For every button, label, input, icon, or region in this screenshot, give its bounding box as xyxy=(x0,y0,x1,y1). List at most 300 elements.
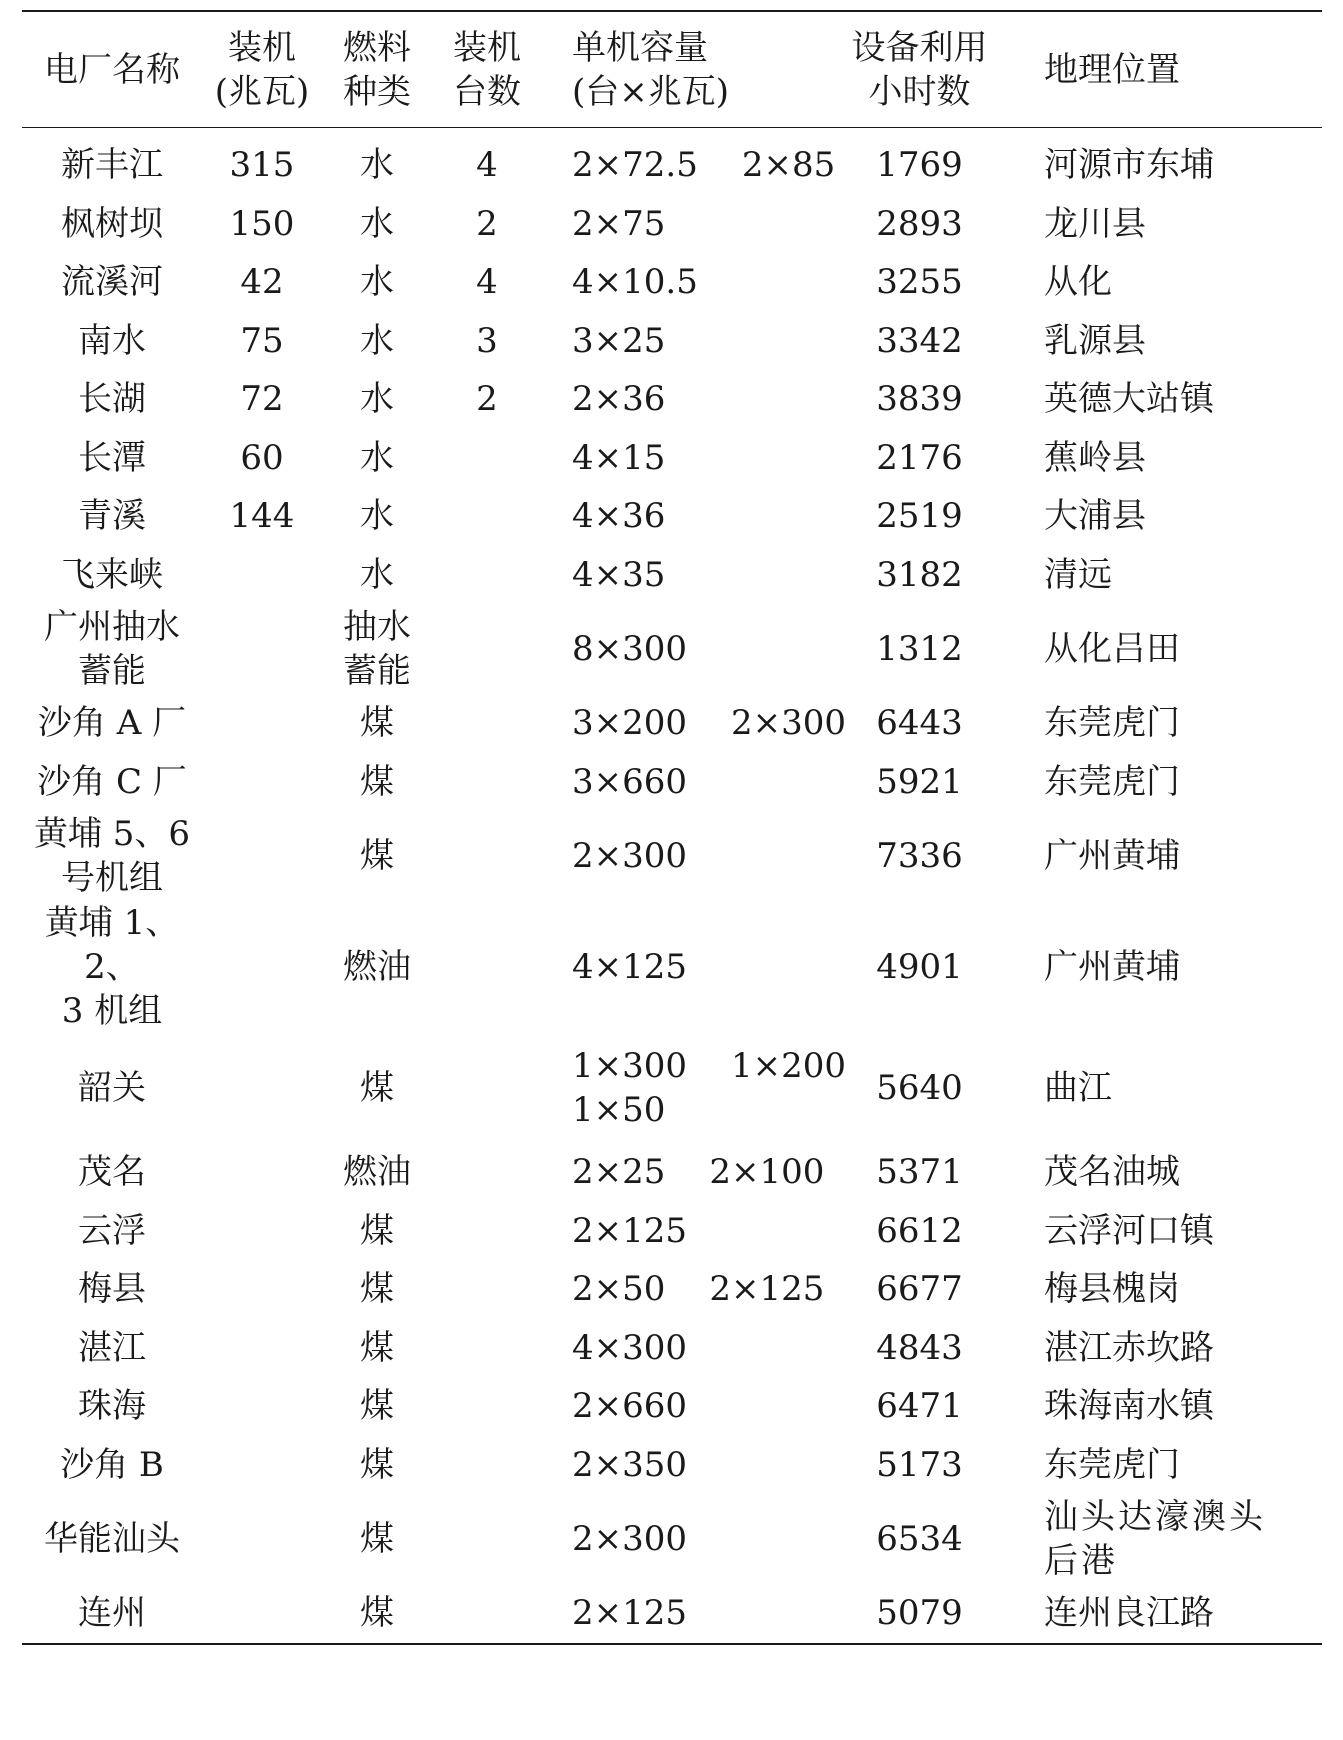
cell-unit-capacity-line xyxy=(572,701,847,745)
cell-installed-capacity: 144 xyxy=(229,496,295,537)
cell-unit-count xyxy=(432,901,542,1033)
cell-plant-name-line: 黄埔 1、2、 xyxy=(44,903,180,987)
cell-utilization-hours: 5173 xyxy=(876,1444,963,1485)
cell-location xyxy=(992,811,1322,901)
cell-utilization-hours: 3255 xyxy=(876,262,963,303)
cell-unit-capacity-entry: 8×300 xyxy=(572,629,688,669)
cell-location-line: 大浦县 xyxy=(1044,496,1146,537)
cell-plant-name-line: 华能汕头 xyxy=(44,1519,180,1559)
cell-location xyxy=(992,1377,1322,1436)
cell-plant-name-line: 流溪河 xyxy=(61,262,163,303)
cell-utilization-hours: 5079 xyxy=(876,1593,963,1634)
cell-unit-capacity xyxy=(542,1377,847,1436)
cell-unit-count xyxy=(432,1260,542,1319)
cell-fuel-type xyxy=(322,1319,432,1378)
cell-unit-capacity xyxy=(542,1436,847,1495)
cell-plant-name xyxy=(22,753,202,812)
cell-unit-capacity-entry: 4×35 xyxy=(572,554,666,595)
cell-unit-count xyxy=(432,1377,542,1436)
table-row xyxy=(22,1202,1322,1261)
cell-fuel-type-line: 水 xyxy=(360,379,394,420)
cell-location xyxy=(992,694,1322,753)
cell-location-line: 从化吕田 xyxy=(1044,629,1180,669)
cell-unit-capacity xyxy=(542,901,847,1033)
header-installed-capacity-line-2: (兆瓦) xyxy=(214,71,310,112)
cell-location xyxy=(992,604,1322,694)
cell-unit-capacity-line xyxy=(572,260,847,304)
cell-fuel-type-line: 水 xyxy=(360,437,394,478)
cell-unit-capacity-line xyxy=(572,1384,847,1428)
cell-location xyxy=(992,1319,1322,1378)
cell-unit-capacity-line xyxy=(572,1591,847,1635)
cell-fuel-type xyxy=(322,1494,432,1584)
cell-unit-capacity-line xyxy=(572,1517,847,1561)
cell-fuel-type-line: 煤 xyxy=(360,1519,394,1559)
cell-fuel-type xyxy=(322,694,432,753)
cell-unit-capacity-entry: 2×300 xyxy=(572,1519,688,1559)
cell-plant-name-line: 茂名 xyxy=(78,1152,146,1193)
cell-installed-capacity xyxy=(202,901,322,1033)
cell-utilization-hours: 6534 xyxy=(876,1519,963,1559)
cell-plant-name-line: 青溪 xyxy=(78,496,146,537)
cell-unit-capacity xyxy=(542,546,847,605)
cell-unit-capacity-entry: 2×85 xyxy=(741,145,836,186)
cell-unit-capacity-line xyxy=(572,1088,847,1132)
cell-plant-name xyxy=(22,604,202,694)
cell-plant-name-line: 长潭 xyxy=(78,437,146,478)
cell-location-line: 珠海南水镇 xyxy=(1044,1386,1214,1427)
cell-installed-capacity xyxy=(202,1033,322,1143)
cell-fuel-type xyxy=(322,312,432,371)
cell-installed-capacity xyxy=(202,604,322,694)
header-unit-capacity-line-1: 单机容量 xyxy=(572,27,708,68)
header-plant-name-line-1: 电厂名称 xyxy=(44,49,180,90)
cell-unit-capacity-entry: 2×72.5 xyxy=(572,145,698,186)
cell-unit-capacity-entry: 3×660 xyxy=(572,761,688,802)
cell-unit-capacity-entry: 2×300 xyxy=(572,836,688,876)
cell-fuel-type xyxy=(322,901,432,1033)
cell-installed-capacity xyxy=(202,1260,322,1319)
cell-location xyxy=(992,1584,1322,1643)
cell-installed-capacity xyxy=(202,694,322,753)
cell-plant-name-line: 南水 xyxy=(78,320,146,361)
cell-plant-name-line: 沙角 A 厂 xyxy=(37,703,187,744)
cell-unit-capacity-entry: 2×125 xyxy=(572,1210,688,1251)
cell-plant-name-line: 黄埔 5、6 xyxy=(33,814,191,854)
cell-utilization-hours: 2519 xyxy=(876,496,963,537)
table-row xyxy=(22,370,1322,429)
cell-plant-name-line: 新丰江 xyxy=(61,145,163,186)
cell-unit-count: 3 xyxy=(476,320,498,361)
cell-utilization-hours: 3342 xyxy=(876,320,963,361)
cell-unit-capacity xyxy=(542,604,847,694)
cell-plant-name xyxy=(22,546,202,605)
cell-plant-name-line: 云浮 xyxy=(78,1210,146,1251)
cell-plant-name-line: 蓄能 xyxy=(78,651,146,691)
cell-plant-name xyxy=(22,1033,202,1143)
header-installed-capacity-line-1: 装机 xyxy=(228,27,296,68)
cell-location-line: 广州黄埔 xyxy=(1044,947,1180,987)
cell-location-line: 东莞虎门 xyxy=(1044,761,1180,802)
cell-location-line: 曲江 xyxy=(1044,1068,1112,1108)
cell-plant-name-line: 号机组 xyxy=(61,858,163,898)
cell-unit-count xyxy=(432,1033,542,1143)
cell-installed-capacity xyxy=(202,1584,322,1643)
cell-fuel-type xyxy=(322,253,432,312)
table-row xyxy=(22,694,1322,753)
cell-unit-count: 4 xyxy=(476,145,498,186)
cell-location xyxy=(992,195,1322,254)
cell-installed-capacity xyxy=(202,811,322,901)
cell-unit-capacity-entry: 2×660 xyxy=(572,1386,688,1427)
cell-unit-count: 2 xyxy=(476,203,498,244)
cell-unit-capacity-entry: 2×125 xyxy=(572,1593,688,1634)
cell-location xyxy=(992,1494,1322,1584)
cell-plant-name xyxy=(22,1260,202,1319)
cell-utilization-hours: 5921 xyxy=(876,761,963,802)
table-row xyxy=(22,604,1322,694)
cell-plant-name xyxy=(22,312,202,371)
cell-location xyxy=(992,312,1322,371)
cell-unit-capacity-entry: 2×125 xyxy=(709,1269,825,1310)
cell-unit-count xyxy=(432,1436,542,1495)
cell-unit-capacity-line xyxy=(572,202,847,246)
cell-fuel-type-line: 水 xyxy=(360,262,394,303)
cell-location-line: 龙川县 xyxy=(1044,203,1146,244)
cell-unit-capacity xyxy=(542,1584,847,1643)
cell-unit-capacity-entry: 2×50 xyxy=(572,1269,666,1310)
table-row xyxy=(22,546,1322,605)
table-row xyxy=(22,128,1322,195)
header-plant-name xyxy=(22,12,202,128)
cell-unit-capacity-entry: 4×125 xyxy=(572,947,688,987)
cell-plant-name-line: 梅县 xyxy=(78,1269,146,1310)
cell-location-line: 后港 xyxy=(1044,1541,1118,1581)
cell-fuel-type-line: 煤 xyxy=(360,836,394,876)
cell-unit-count: 2 xyxy=(476,379,498,420)
cell-unit-capacity-line xyxy=(572,1267,847,1311)
cell-fuel-type xyxy=(322,195,432,254)
cell-unit-capacity-entry: 4×10.5 xyxy=(572,262,698,303)
cell-utilization-hours: 3182 xyxy=(876,554,963,595)
cell-location-line: 蕉岭县 xyxy=(1044,437,1146,478)
cell-installed-capacity: 42 xyxy=(240,262,284,303)
cell-unit-capacity xyxy=(542,1319,847,1378)
table-row xyxy=(22,429,1322,488)
cell-plant-name xyxy=(22,1584,202,1643)
cell-location xyxy=(992,901,1322,1033)
cell-unit-capacity-entry: 1×200 xyxy=(731,1046,847,1086)
header-unit-capacity-line-2: (台×兆瓦) xyxy=(572,71,730,112)
cell-utilization-hours: 2893 xyxy=(876,203,963,244)
cell-location xyxy=(992,128,1322,195)
cell-unit-count xyxy=(432,604,542,694)
cell-unit-capacity xyxy=(542,487,847,546)
table-row xyxy=(22,901,1322,1033)
cell-installed-capacity: 315 xyxy=(229,145,295,186)
cell-unit-capacity xyxy=(542,195,847,254)
cell-unit-capacity-entry: 1×300 xyxy=(572,1046,688,1086)
cell-fuel-type-line: 抽水 xyxy=(343,607,411,647)
cell-unit-capacity xyxy=(542,753,847,812)
cell-plant-name-line: 韶关 xyxy=(78,1068,146,1108)
cell-location-line: 清远 xyxy=(1044,554,1112,595)
table-row xyxy=(22,1494,1322,1584)
cell-unit-count xyxy=(432,1143,542,1202)
table-body xyxy=(22,128,1322,1643)
cell-unit-capacity-line xyxy=(572,553,847,597)
cell-fuel-type-line: 煤 xyxy=(360,703,394,744)
cell-unit-capacity-line xyxy=(572,834,847,878)
cell-location-line: 从化 xyxy=(1044,262,1112,303)
cell-location xyxy=(992,1033,1322,1143)
cell-unit-count xyxy=(432,487,542,546)
header-unit-capacity xyxy=(542,12,847,128)
table-row xyxy=(22,1436,1322,1495)
cell-fuel-type-line: 水 xyxy=(360,496,394,537)
cell-fuel-type xyxy=(322,546,432,605)
cell-installed-capacity xyxy=(202,1377,322,1436)
cell-installed-capacity xyxy=(202,1202,322,1261)
cell-plant-name xyxy=(22,195,202,254)
cell-fuel-type xyxy=(322,811,432,901)
cell-location-line: 云浮河口镇 xyxy=(1044,1210,1214,1251)
cell-plant-name-line: 长湖 xyxy=(78,379,146,420)
cell-location xyxy=(992,429,1322,488)
cell-fuel-type-line: 煤 xyxy=(360,761,394,802)
cell-plant-name xyxy=(22,1143,202,1202)
cell-plant-name-line: 沙角 C 厂 xyxy=(37,761,187,802)
cell-location xyxy=(992,253,1322,312)
cell-unit-capacity-entry: 2×100 xyxy=(709,1152,825,1193)
cell-fuel-type-line: 水 xyxy=(360,554,394,595)
cell-fuel-type xyxy=(322,753,432,812)
cell-location-line: 广州黄埔 xyxy=(1044,836,1180,876)
cell-location xyxy=(992,753,1322,812)
cell-plant-name xyxy=(22,429,202,488)
cell-fuel-type-line: 煤 xyxy=(360,1269,394,1310)
cell-location-line: 英德大站镇 xyxy=(1044,379,1214,420)
cell-installed-capacity xyxy=(202,753,322,812)
cell-location-line: 湛江赤坎路 xyxy=(1044,1327,1214,1368)
cell-plant-name xyxy=(22,1202,202,1261)
cell-unit-count xyxy=(432,811,542,901)
cell-utilization-hours: 5640 xyxy=(876,1068,963,1108)
cell-installed-capacity: 75 xyxy=(240,320,284,361)
cell-fuel-type xyxy=(322,128,432,195)
header-unit-count xyxy=(432,12,542,128)
cell-unit-count: 4 xyxy=(476,262,498,303)
header-installed-capacity xyxy=(202,12,322,128)
cell-unit-capacity-line xyxy=(572,627,847,671)
cell-unit-capacity-line xyxy=(572,760,847,804)
cell-unit-capacity-entry: 4×300 xyxy=(572,1327,688,1368)
cell-installed-capacity xyxy=(202,546,322,605)
cell-fuel-type-line: 煤 xyxy=(360,1210,394,1251)
table-row xyxy=(22,195,1322,254)
cell-location xyxy=(992,370,1322,429)
cell-fuel-type xyxy=(322,370,432,429)
cell-location xyxy=(992,546,1322,605)
cell-fuel-type-line: 煤 xyxy=(360,1327,394,1368)
cell-unit-count xyxy=(432,546,542,605)
header-unit-count-line-2: 台数 xyxy=(453,71,521,112)
cell-plant-name xyxy=(22,1436,202,1495)
cell-unit-capacity-line xyxy=(572,494,847,538)
cell-unit-capacity xyxy=(542,811,847,901)
cell-utilization-hours: 1769 xyxy=(876,145,963,186)
cell-plant-name-line: 湛江 xyxy=(78,1327,146,1368)
cell-fuel-type-line: 煤 xyxy=(360,1593,394,1634)
cell-location-line: 东莞虎门 xyxy=(1044,1444,1180,1485)
cell-location-line: 河源市东埔 xyxy=(1044,145,1214,186)
cell-location-line: 茂名油城 xyxy=(1044,1152,1180,1193)
table-row xyxy=(22,811,1322,901)
cell-fuel-type-line: 煤 xyxy=(360,1444,394,1485)
header-location-line-1: 地理位置 xyxy=(1044,49,1180,90)
cell-unit-capacity-entry: 2×36 xyxy=(572,379,666,420)
cell-location-line: 乳源县 xyxy=(1044,320,1146,361)
cell-location xyxy=(992,1202,1322,1261)
cell-unit-count xyxy=(432,1319,542,1378)
cell-unit-capacity-line xyxy=(572,143,847,187)
cell-location-line: 梅县槐岗 xyxy=(1044,1269,1180,1310)
cell-plant-name-line: 广州抽水 xyxy=(44,607,180,647)
header-location xyxy=(992,12,1322,128)
power-plant-table xyxy=(22,12,1322,1643)
cell-unit-capacity-entry: 2×25 xyxy=(572,1152,666,1193)
cell-unit-count xyxy=(432,429,542,488)
cell-fuel-type xyxy=(322,1436,432,1495)
cell-unit-capacity-line xyxy=(572,319,847,363)
table-row xyxy=(22,1319,1322,1378)
cell-installed-capacity: 72 xyxy=(240,379,284,420)
cell-plant-name-line: 飞来峡 xyxy=(61,554,163,595)
cell-location-line: 连州良江路 xyxy=(1044,1593,1214,1634)
cell-plant-name xyxy=(22,370,202,429)
cell-unit-capacity-entry: 2×350 xyxy=(572,1444,688,1485)
cell-utilization-hours: 1312 xyxy=(876,629,963,669)
table-header xyxy=(22,12,1322,128)
cell-fuel-type-line: 水 xyxy=(360,320,394,361)
cell-fuel-type-line: 燃油 xyxy=(343,1152,411,1193)
cell-unit-capacity-entry: 4×15 xyxy=(572,437,666,478)
cell-unit-capacity xyxy=(542,312,847,371)
header-row xyxy=(22,12,1322,128)
cell-location-line: 东莞虎门 xyxy=(1044,703,1180,744)
cell-location xyxy=(992,1436,1322,1495)
cell-unit-count xyxy=(432,1494,542,1584)
cell-plant-name xyxy=(22,811,202,901)
table-row xyxy=(22,753,1322,812)
cell-unit-capacity xyxy=(542,1260,847,1319)
cell-fuel-type xyxy=(322,1143,432,1202)
cell-installed-capacity xyxy=(202,1143,322,1202)
cell-fuel-type-line: 蓄能 xyxy=(343,651,411,691)
cell-plant-name xyxy=(22,694,202,753)
cell-fuel-type xyxy=(322,1260,432,1319)
cell-unit-capacity-entry: 3×200 xyxy=(572,703,688,744)
header-utilization-hours xyxy=(847,12,992,128)
cell-plant-name-line: 沙角 B xyxy=(60,1444,164,1485)
cell-plant-name xyxy=(22,1319,202,1378)
cell-installed-capacity: 150 xyxy=(229,203,295,244)
cell-location-line: 汕头达濠澳头 xyxy=(1044,1497,1266,1537)
cell-utilization-hours: 6612 xyxy=(876,1210,963,1251)
cell-installed-capacity xyxy=(202,1494,322,1584)
cell-unit-capacity-line xyxy=(572,945,847,989)
cell-plant-name xyxy=(22,128,202,195)
cell-location xyxy=(992,1143,1322,1202)
cell-utilization-hours: 5371 xyxy=(876,1152,963,1193)
cell-unit-capacity-line xyxy=(572,1150,847,1194)
header-unit-count-line-1: 装机 xyxy=(453,27,521,68)
power-plant-table-container xyxy=(22,10,1322,1645)
cell-location xyxy=(992,487,1322,546)
cell-utilization-hours: 6471 xyxy=(876,1386,963,1427)
cell-installed-capacity: 60 xyxy=(240,437,284,478)
cell-utilization-hours: 4901 xyxy=(876,947,963,987)
cell-fuel-type-line: 煤 xyxy=(360,1068,394,1108)
cell-unit-capacity-line xyxy=(572,1044,847,1088)
cell-fuel-type xyxy=(322,1584,432,1643)
cell-utilization-hours: 4843 xyxy=(876,1327,963,1368)
cell-plant-name xyxy=(22,1377,202,1436)
table-row xyxy=(22,312,1322,371)
cell-installed-capacity xyxy=(202,1319,322,1378)
table-row xyxy=(22,1033,1322,1143)
cell-unit-capacity xyxy=(542,1494,847,1584)
cell-unit-capacity xyxy=(542,128,847,195)
cell-unit-capacity-line xyxy=(572,377,847,421)
cell-unit-capacity xyxy=(542,694,847,753)
header-fuel-type-line-1: 燃料 xyxy=(343,27,411,68)
cell-unit-capacity xyxy=(542,429,847,488)
header-fuel-type xyxy=(322,12,432,128)
cell-plant-name xyxy=(22,253,202,312)
cell-unit-capacity-entry: 4×36 xyxy=(572,496,666,537)
cell-fuel-type-line: 燃油 xyxy=(343,947,411,987)
cell-unit-capacity xyxy=(542,1033,847,1143)
cell-unit-capacity xyxy=(542,1143,847,1202)
cell-utilization-hours: 7336 xyxy=(876,836,963,876)
cell-plant-name xyxy=(22,487,202,546)
cell-unit-capacity-line xyxy=(572,1209,847,1253)
cell-unit-count xyxy=(432,694,542,753)
cell-plant-name xyxy=(22,1494,202,1584)
cell-unit-capacity-line xyxy=(572,436,847,480)
table-bottom-rule xyxy=(22,1643,1322,1645)
cell-utilization-hours: 2176 xyxy=(876,437,963,478)
cell-fuel-type xyxy=(322,1377,432,1436)
table-row xyxy=(22,1584,1322,1643)
cell-plant-name-line: 珠海 xyxy=(78,1386,146,1427)
cell-unit-capacity-line xyxy=(572,1326,847,1370)
cell-unit-capacity-entry: 2×300 xyxy=(731,703,847,744)
table-row xyxy=(22,253,1322,312)
header-fuel-type-line-2: 种类 xyxy=(343,71,411,112)
cell-utilization-hours: 6677 xyxy=(876,1269,963,1310)
cell-unit-count xyxy=(432,1202,542,1261)
table-row xyxy=(22,1260,1322,1319)
header-utilization-hours-line-1: 设备利用 xyxy=(851,27,988,68)
cell-fuel-type xyxy=(322,487,432,546)
cell-fuel-type-line: 煤 xyxy=(360,1386,394,1427)
cell-unit-capacity xyxy=(542,370,847,429)
cell-unit-capacity-entry: 1×50 xyxy=(572,1090,666,1130)
cell-unit-capacity xyxy=(542,1202,847,1261)
cell-installed-capacity xyxy=(202,1436,322,1495)
